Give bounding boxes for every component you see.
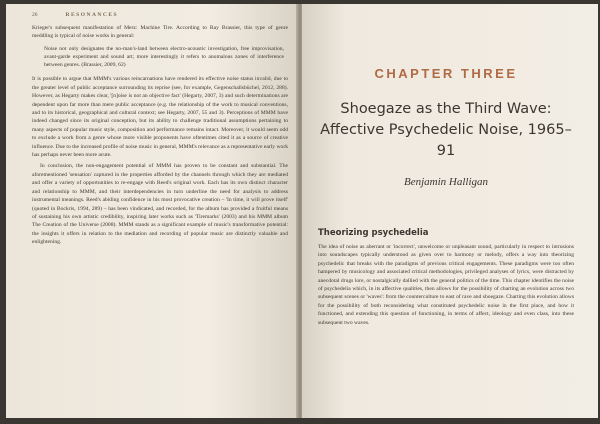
left-page	[6, 4, 298, 418]
running-head	[32, 12, 288, 18]
paragraph-conclusion: In conclusion, the non-engagement potential of MMM has proven to be constant and substantial. The aforementioned 'sensation' captured in the properties afforded by the channels through which they are mediated and offer a variety of opportunities to re-engage with Reed's original work. Each has its own distinct character and relationship to MMM, and their interdependencies in turn underline the need for analysis to address instrumental meanings. Reed's abiding confidence in his most provocative creation – 'In time, it will prove itself' (quoted in Bockris, 1994, 289) – has been vindicated, and recorded, for the album has provided a fruitful means of sustaining his own artistic credibility, inspiring later works such as 'Tiremarks' (2003) and his MMM album The Creation of the Universe (2008). MMM stands as a significant example of music's transformative potential: the insights it offers in relation to the mediation and recording of popular music are distinctly valuable and enlightening.	[32, 163, 288, 246]
section-body: The idea of noise as aberrant or 'incorrect', unwelcome or unpleasant sound, particularly in respect to intrusions into soundscapes typically understood as given over to harmony or melody, offers a way into theorizing psychedelic that breaks with the paradigms of previous critical engagements. These paradigms were too often hampered by musicology and associated critical methodologies, privileged analyses of lyrics, were distracted by anecdotal drugs lore, or nostalgically dallied with the general politics of the time. This chapter identifies the noise of psychedelia which, in its affective qualities, then allows for the possibility of charting an evolution across two subsequent scenes or 'waves': from the counterculture to east of rave and shoegaze. Charting this evolution allows for the possibility of both reconsidering what constituted psychedelic noise in the first place, and how it functioned, and extending this question of functioning, in terms of affect, ideology and even class, into these subsequent two waves.	[318, 244, 574, 326]
block-quote: Noise not only designates the no-man's-land between electro-acoustic investigation, free improvisation, avant-garde experiment and sound art; more interestingly it refers to anomalous zones of interference between genres. (Brassier, 2009, 62)	[44, 45, 284, 69]
page-number: 26	[32, 12, 38, 18]
chapter-label: CHAPTER THREE	[374, 66, 518, 81]
chapter-title: Shoegaze as the Third Wave: Affective Psychedelic Noise, 1965–91	[320, 101, 572, 159]
paragraph-argument: It is possible to argue that MMM's various reincarnations have rendered its effective noise status invalid, due to the greater level of public acceptance surrounding its reprise (see, for example, Gegenschallsbüchel, 2012, 288). However, as Hegarty makes clear, '[n]oise is not an objective fact' (Hegarty, 2007, 3) and such determinations are dependent upon far more than mere public acceptance (e.g. the relationship of the work to musical conventions, and to its historical, geographical and cultural context; see Hegarty, 2007, 55 and 3). Perceptions of MMM have indeed changed since its original conception, but its ability to challenge traditional assumptions pertaining to many aspects of popular music style, composition and performance remains intact. Moreover, it would seem odd to exclude a work from a genre whose more visible proponents have oftentimes cited it as a source of creative influence. Due to the increased profile of noise music in general, MMM's relevance as a representative early work has perhaps never been more acute.	[32, 76, 288, 159]
paragraph-intro: Krieger's subsequent manifestation of Merz: Machine Tire. According to Ray Brassier, this type of genre meddling is typical of noise works in general:	[32, 25, 288, 40]
right-page	[302, 4, 598, 418]
chapter-author: Benjamin Halligan	[403, 176, 489, 188]
running-head-title: RESONANCES	[65, 12, 119, 18]
section-heading: Theorizing psychedelia	[318, 228, 429, 238]
